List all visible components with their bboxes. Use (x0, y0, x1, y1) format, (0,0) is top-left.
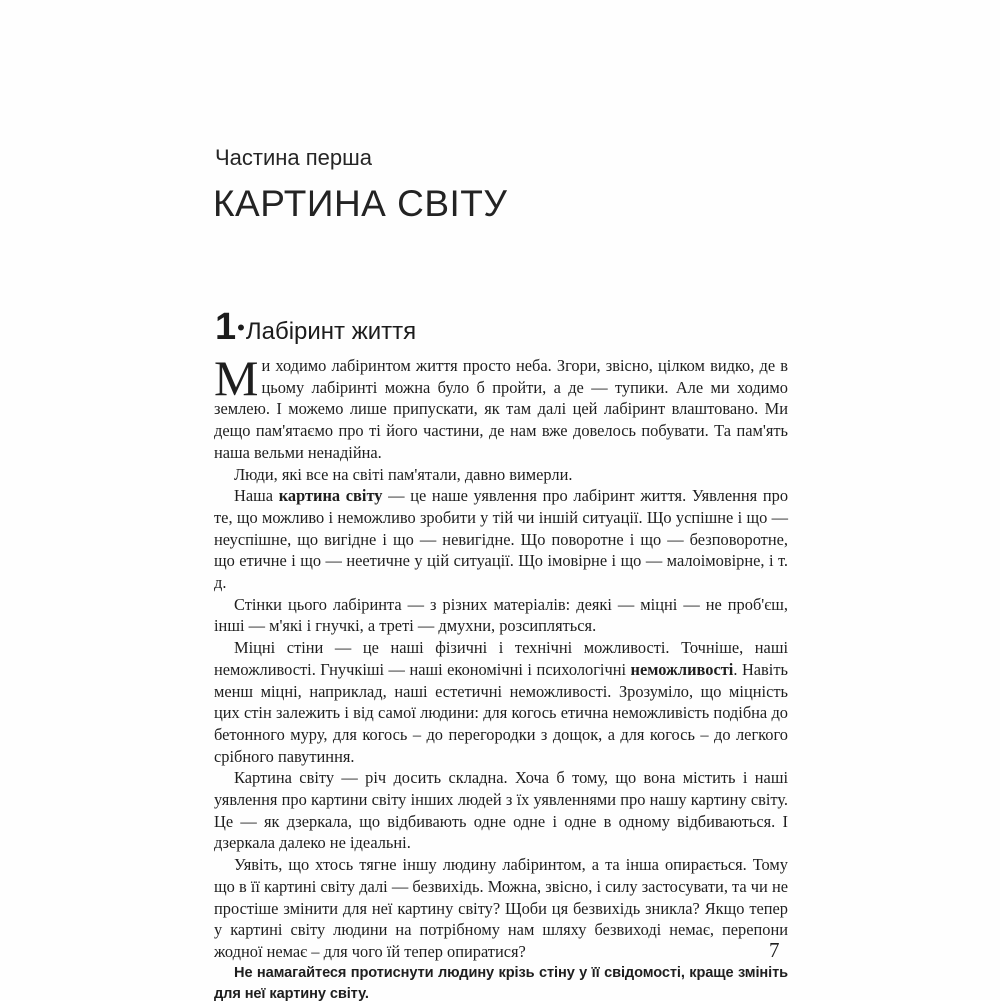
paragraph-3-pre: Наша (234, 486, 279, 506)
paragraph-1-text: и ходимо лабіринтом життя просто неба. Згори, звісно, цілком видко, де в цьому лабіринті можна було б пройти, а де — тупики. Але ми ходимо землею. І можемо лише припускати, як там далі цей лабіринт влаштовано. Ми дещо пам'ятаємо про ті його частини, де нам вже довелось побувати. Та пам'ять наша вельми ненадійна. (214, 356, 788, 462)
paragraph-5 (214, 637, 788, 767)
paragraph-2: Люди, які все на світі пам'ятали, давно вимерли. (234, 464, 573, 484)
chapter-heading (215, 306, 416, 349)
paragraph-conclusion: Не намагайтеся протиснути людину крізь стіну у її свідомості, краще змініть для неї картину світу. (214, 964, 788, 1003)
page-number: 7 (769, 938, 780, 962)
chapter-title: Лабіринт життя (245, 318, 417, 345)
paragraph-6: Картина світу — річ досить складна. Хоча б тому, що вона містить і наші уявлення про картини світу інших людей з їх уявленнями про нашу картину світу. Це — як дзеркала, що відбивають одне одне і одне в одному відбиваються. І дзеркала далеко не ідеальні. (214, 768, 788, 853)
chapter-body (214, 350, 789, 1006)
paragraph-5-pre: Міцні стіни — це наші фізичні і технічні можливості. Точніше, наші неможливості. Гнучкіші — наші економічні і психологічні (214, 638, 788, 679)
paragraph-5-post: . Навіть менш міцні, наприклад, наші естетичні неможливості. Зрозуміло, що міцність цих стін залежить і від самої людини: для когось етична неможливість подібна до бетонного муру, для когось – до перегородки з дощок, а для когось – до легкого срібного павутиння. (214, 659, 788, 766)
chapter-number: 1 (215, 306, 237, 348)
paragraph-1 (214, 350, 788, 464)
term-world-picture: картина світу (278, 486, 383, 506)
chapter-bullet-icon: • (237, 315, 245, 340)
paragraph-3 (214, 485, 788, 594)
part-title: КАРТИНА СВІТУ (213, 183, 508, 224)
paragraph-3-post: — це наше уявлення про лабіринт життя. Уявлення про те, що можливо і неможливо зробити у тій чи іншій ситуації. Що успішне і що — неуспішне, що вигідне і що — невигідне. Що поворотне і що — безповоротне, що етичне і що — неетичне у цій ситуації. Що імовірне і що — малоімовірне, і т. д. (214, 486, 789, 593)
paragraph-4: Стінки цього лабіринта — з різних матеріалів: деякі — міцні — не проб'єш, інші — м'які і гнучкі, а треті — дмухни, розсипляться. (214, 594, 788, 636)
drop-cap: М (214, 350, 259, 406)
term-impossibilities: неможливості (630, 659, 734, 679)
paragraph-7: Уявіть, що хтось тягне іншу людину лабіринтом, а та інша опирається. Тому що в її картині світу далі — безвихідь. Можна, звісно, і силу застосувати, та чи не простіше змінити для неї картину світу? Щоби ця безвихідь зникла? Якщо тепер у картині світу людини на потрібному нам шляху безвиході немає, перепони жодної немає – для чого їй тепер опиратися? (214, 855, 788, 961)
part-label: Частина перша (215, 145, 373, 170)
